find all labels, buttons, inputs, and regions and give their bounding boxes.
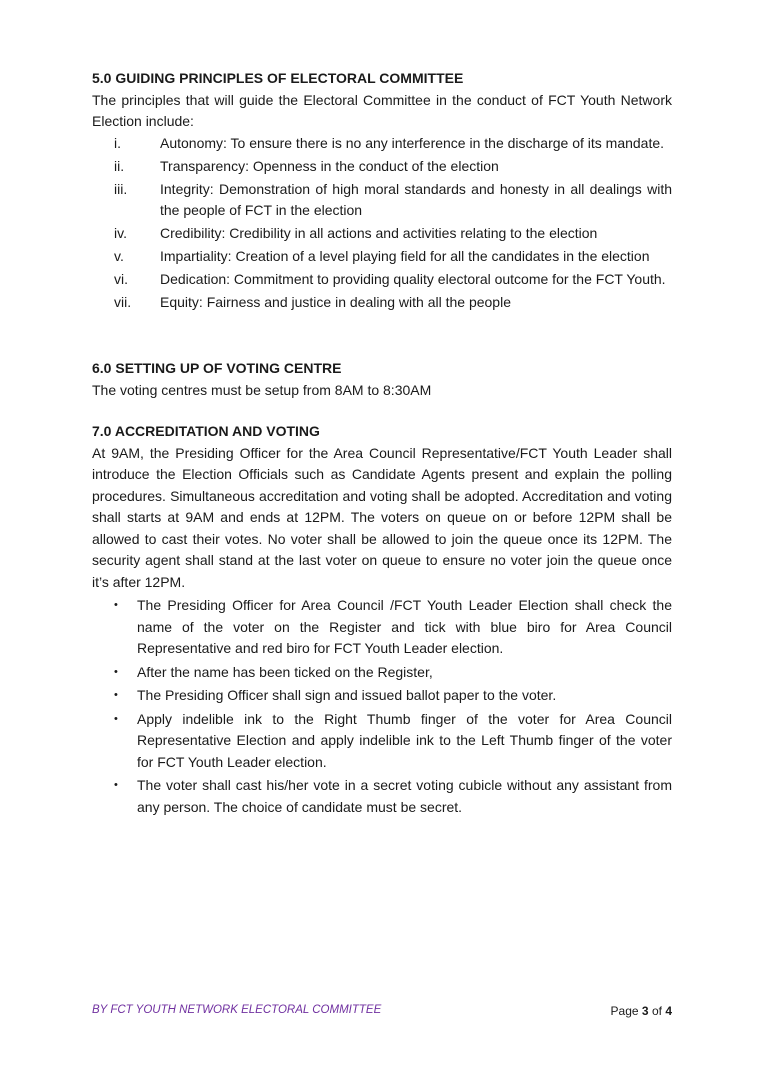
list-item-text: The voter shall cast his/her vote in a secret voting cubicle without any assistant from any person. The choice of candidate must be secret. bbox=[137, 777, 672, 815]
section-6-heading: 6.0 SETTING UP OF VOTING CENTRE bbox=[92, 360, 342, 376]
list-item bbox=[92, 685, 672, 707]
of-word: of bbox=[651, 1004, 662, 1018]
current-page: 3 bbox=[641, 1004, 649, 1018]
list-item bbox=[92, 269, 672, 291]
list-item bbox=[92, 595, 672, 660]
list-item bbox=[92, 775, 672, 818]
list-item-text: Credibility: Credibility in all actions and activities relating to the election bbox=[160, 225, 598, 241]
section-5-heading: 5.0 GUIDING PRINCIPLES OF ELECTORAL COMMITTEE bbox=[92, 70, 464, 86]
list-item-text: Transparency: Openness in the conduct of the election bbox=[160, 157, 499, 174]
list-item-text: Dedication: Commitment to providing quality electoral outcome for the FCT Youth. bbox=[160, 271, 666, 287]
bullet-icon: • bbox=[114, 712, 118, 725]
list-item-text: Apply indelible ink to the Right Thumb finger of the voter for Area Council Representative Election and apply indelible ink to the Left Thumb finger of the voter for FCT Youth Leader election. bbox=[137, 710, 672, 770]
list-item-number: v. bbox=[114, 248, 124, 264]
list-item-text: The Presiding Officer shall sign and issued ballot paper to the voter. bbox=[137, 687, 557, 703]
spacer bbox=[92, 315, 672, 358]
voting-steps-list bbox=[92, 595, 672, 818]
list-item-number: ii. bbox=[114, 157, 125, 174]
spacer bbox=[92, 401, 672, 421]
section-7-paragraph: At 9AM, the Presiding Officer for the Area Council Representative/FCT Youth Leader shall introduce the Election Officials such as Candidate Agents present and explain the polling procedures. Simultaneous accreditation and voting shall be adopted. Accreditation and voting shall starts at 9AM and ends at 12PM. The voters on queue on or before 12PM shall be allowed to cast their votes. No voter shall be allowed to join the queue once its 12PM. The security agent shall stand at the last voter on queue to ensure no voter join the queue once it’s after 12PM. bbox=[92, 444, 672, 590]
bullet-icon: • bbox=[114, 689, 118, 701]
list-item-text: Equity: Fairness and justice in dealing with all the people bbox=[160, 294, 511, 310]
list-item bbox=[92, 179, 672, 222]
list-item bbox=[92, 709, 672, 774]
list-item-text: Integrity: Demonstration of high moral standards and honesty in all dealings with the people of FCT in the election bbox=[160, 180, 672, 218]
list-item bbox=[92, 156, 672, 178]
list-item-text: The Presiding Officer for Area Council /FCT Youth Leader Election shall check the name of the voter on the Register and tick with blue biro for Area Council Representative and red biro for FCT Youth Leader election. bbox=[137, 597, 672, 656]
page-word: Page bbox=[610, 1004, 639, 1018]
total-pages: 4 bbox=[665, 1004, 672, 1018]
list-item-number: vi. bbox=[114, 271, 128, 287]
bullet-icon: • bbox=[114, 665, 118, 678]
list-item-text: After the name has been ticked on the Register, bbox=[137, 663, 433, 680]
section-7-heading: 7.0 ACCREDITATION AND VOTING bbox=[92, 423, 320, 439]
list-item-number: iv. bbox=[114, 225, 127, 241]
list-item bbox=[92, 133, 672, 155]
section-6-text: The voting centres must be setup from 8AM to 8:30AM bbox=[92, 381, 432, 398]
bullet-icon: • bbox=[114, 599, 118, 611]
document-body bbox=[92, 68, 672, 820]
list-item bbox=[92, 662, 672, 684]
list-item-number: iii. bbox=[114, 180, 128, 197]
list-item-text: Autonomy: To ensure there is no any interference in the discharge of its mandate. bbox=[160, 134, 665, 151]
bullet-icon: • bbox=[114, 779, 118, 791]
section-5-intro: The principles that will guide the Electoral Committee in the conduct of FCT Youth Network Election include: bbox=[92, 91, 672, 129]
list-item-number: i. bbox=[114, 134, 121, 151]
list-item-number: vii. bbox=[114, 294, 132, 310]
list-item-text: Impartiality: Creation of a level playing field for all the candidates in the election bbox=[160, 248, 650, 264]
principles-list bbox=[92, 133, 672, 314]
page-number bbox=[611, 1004, 672, 1018]
list-item bbox=[92, 246, 672, 268]
footer-committee-name: BY FCT YOUTH NETWORK ELECTORAL COMMITTEE bbox=[92, 1004, 382, 1016]
list-item bbox=[92, 223, 672, 245]
list-item bbox=[92, 292, 672, 314]
